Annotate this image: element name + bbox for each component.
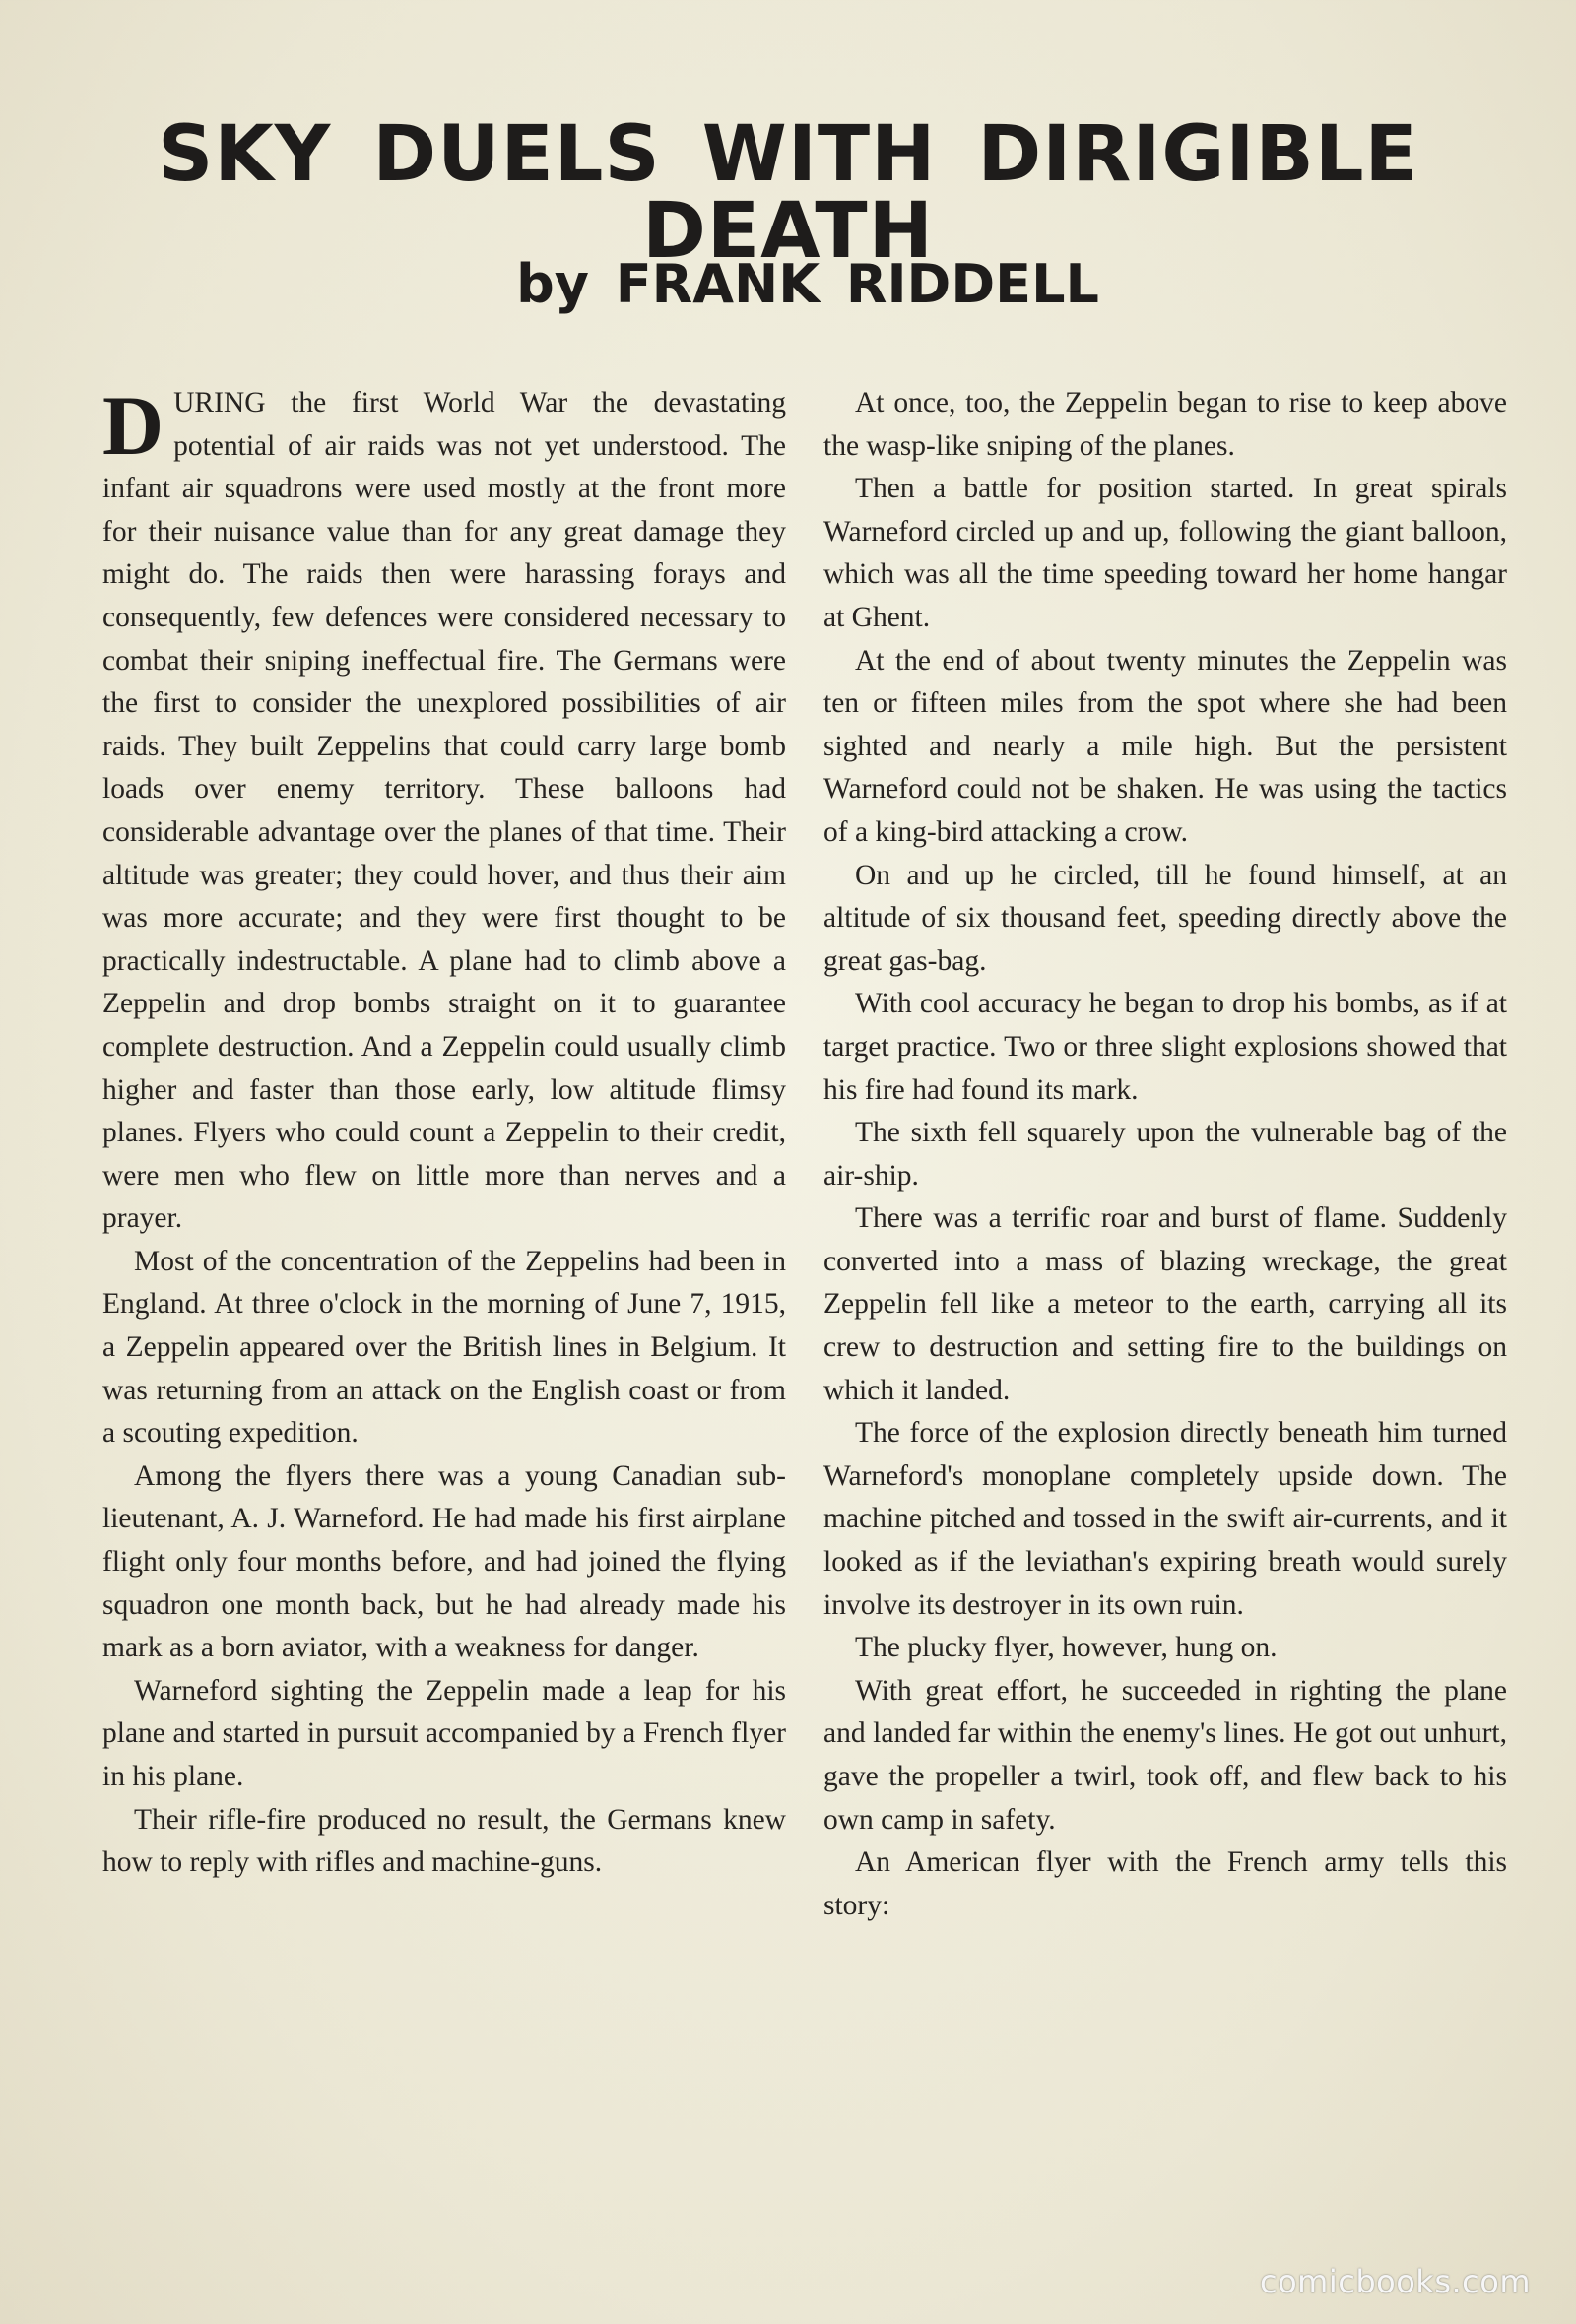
paragraph: Warneford sighting the Zeppelin made a leap for his plane and started in pursuit accompanied by a French flyer in his plane. [102, 1674, 786, 1792]
paragraph: The plucky flyer, however, hung on. [855, 1632, 1278, 1664]
site-watermark: comicbooks.com [1259, 2263, 1531, 2300]
article-title: SKY DUELS WITH DIRIGIBLE DEATH [158, 110, 1418, 276]
paragraph [102, 378, 786, 1241]
paragraph: An American flyer with the French army tells this story: [823, 1846, 1507, 1921]
paragraph: With cool accuracy he began to drop his bombs, as if at target practice. Two or three slight explosions showed that his fire had found its mark. [823, 988, 1507, 1106]
paragraph: The sixth fell squarely upon the vulnerable bag of the air-ship. [823, 1117, 1507, 1192]
paragraph: Their rifle-fire produced no result, the Germans knew how to reply with rifles and machine-guns. [102, 1803, 786, 1879]
drop-cap: D [102, 378, 164, 473]
paragraph: Among the flyers there was a young Canadian sub-lieutenant, A. J. Warneford. He had made his first airplane flight only four months before, and had joined the flying squadron one month back, but he had already made his mark as a born aviator, with a weakness for danger. [102, 1459, 786, 1664]
paragraph: There was a terrific roar and burst of flame. Suddenly converted into a mass of blazing wreckage, the great Zeppelin fell like a meteor to the earth, carrying all its crew to destruction and setting fire to the buildings on which it landed. [823, 1202, 1507, 1406]
paragraph: On and up he circled, till he found himself, at an altitude of six thousand feet, speeding directly above the great gas-bag. [823, 859, 1507, 977]
paragraph: The force of the explosion directly beneath him turned Warneford's monoplane completely upside down. The machine pitched and tossed in the swift air-currents, and it looked as if the leviathan's expiring breath would surely involve its destroyer in its own ruin. [823, 1417, 1507, 1621]
paragraph: With great effort, he succeeded in righting the plane and landed far within the enemy's lines. He got out unhurt, gave the propeller a twirl, took off, and flew back to his own camp in safety. [823, 1674, 1507, 1836]
paragraph: Then a battle for position started. In great spirals Warneford circled up and up, following the giant balloon, which was all the time speeding toward her home hangar at Ghent. [823, 473, 1507, 633]
right-column [823, 382, 1507, 1927]
paragraph: At the end of about twenty minutes the Zeppelin was ten or fifteen miles from the spot where she had been sighted and nearly a mile high. But the persistent Warneford could not be shaken. He was using the tactics of a king-bird attacking a crow. [823, 644, 1507, 848]
article-byline: by FRANK RIDDELL [516, 253, 1099, 315]
paragraph: Most of the concentration of the Zeppelins had been in England. At three o'clock in the morning of June 7, 1915, a Zeppelin appeared over the British lines in Belgium. It was returning from an attack on the English coast or from a scouting expedition. [102, 1245, 786, 1450]
left-column [102, 378, 786, 1885]
paragraph: At once, too, the Zeppelin began to rise to keep above the wasp-like sniping of the planes. [823, 387, 1507, 462]
paragraph-text: URING the first World War the devastating potential of air raids was not yet understood. The infant air squadrons were used mostly at the front more for their nuisance value than for any great damage they might do. The raids then were harassing forays and consequently, few defences were considered necessary to combat their sniping ineffectual fire. The Germans were the first to consider the unexplored possibilities of air raids. They built Zeppelins that could carry large bomb loads over enemy territory. These balloons had considerable advantage over the planes of that time. Their altitude was greater; they could hover, and thus their aim was more accurate; and they were first thought to be practically indestructable. A plane had to climb above a Zeppelin and drop bombs straight on it to guarantee complete destruction. And a Zeppelin could usually climb higher and faster than those early, low altitude flimsy planes. Flyers who could count a Zeppelin to their credit, were men who flew on little more than nerves and a prayer. [102, 387, 786, 1235]
